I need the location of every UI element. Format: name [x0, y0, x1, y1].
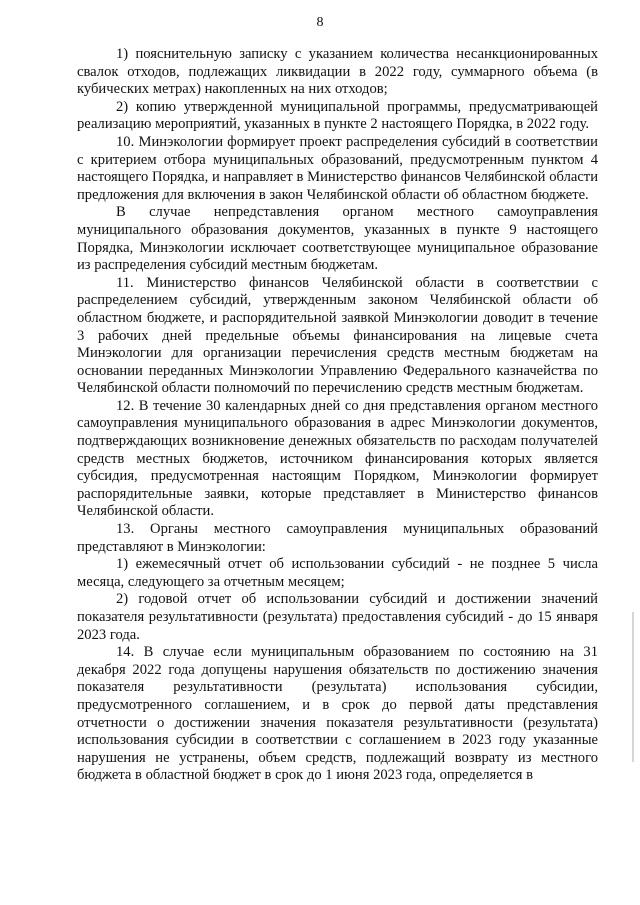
paragraph-8: 1) ежемесячный отчет об использовании субсидий - не позднее 5 числа месяца, следующего за отчетным месяцем;	[77, 556, 598, 590]
scan-edge-mark	[632, 612, 634, 762]
paragraph-10: 14. В случае если муниципальным образованием по состоянию на 31 декабря 2022 года допущены нарушения обязательств по достижению значения показателя результативности (результата) использования субсидии, предусмотренного соглашением, и в срок до первой даты представления отчетности о достижении значения показателя результативности (результата) использования субсидии в соответствии с соглашением в 2023 году указанные нарушения не устранены, объем средств, подлежащий возврату из местного бюджета в областной бюджет в срок до 1 июня 2023 года, определяется в	[77, 644, 598, 784]
paragraph-9: 2) годовой отчет об использовании субсидий и достижении значений показателя результативности (результата) предоставления субсидий - до 15 января 2023 года.	[77, 591, 598, 643]
document-body	[77, 46, 598, 785]
paragraph-7: 13. Органы местного самоуправления муниципальных образований представляют в Минэкологии:	[77, 521, 598, 555]
page-number: 8	[316, 15, 324, 30]
paragraph-2: 2) копию утвержденной муниципальной программы, предусматривающей реализацию мероприятий, указанных в пункте 2 настоящего Порядка, в 2022 году.	[77, 98, 598, 133]
paragraph-1: 1) пояснительную записку с указанием количества несанкционированных свалок отходов, подлежащих ликвидации в 2022 году, суммарного объема (в кубических метрах) накопленных на них отходов;	[77, 46, 598, 98]
paragraph-6: 12. В течение 30 календарных дней со дня представления органом местного самоуправления муниципального образования в адрес Минэкологии документов, подтверждающих возникновение денежных обязательств по расходам получателей средств местных бюджетов, источником финансирования которых является субсидия, предусмотренная настоящим Порядком, Минэкологии формирует распорядительные заявки, которые представляет в Министерство финансов Челябинской области.	[77, 397, 598, 520]
paragraph-3: 10. Минэкологии формирует проект распределения субсидий в соответствии с критерием отбора муниципальных образований, предусмотренным пунктом 4 настоящего Порядка, и направляет в Министерство финансов Челябинской области предложения для включения в закон Челябинской области об областном бюджете.	[77, 133, 598, 203]
paragraph-5: 11. Министерство финансов Челябинской области в соответствии с распределением субсидий, утвержденным законом Челябинской области об областном бюджете, и распорядительной заявкой Минэкологии доводит в течение 3 рабочих дней предельные объемы финансирования на лицевые счета Минэкологии для организации перечисления средств местным бюджетам на основании переданных Минэкологии Управлению Федерального казначейства по Челябинской области полномочий по перечислению средств местным бюджетам.	[77, 274, 598, 397]
paragraph-4: В случае непредставления органом местного самоуправления муниципального образования документов, указанных в пункте 9 настоящего Порядка, Минэкологии исключает соответствующее муниципальное образование из распределения субсидий местным бюджетам.	[77, 204, 598, 274]
